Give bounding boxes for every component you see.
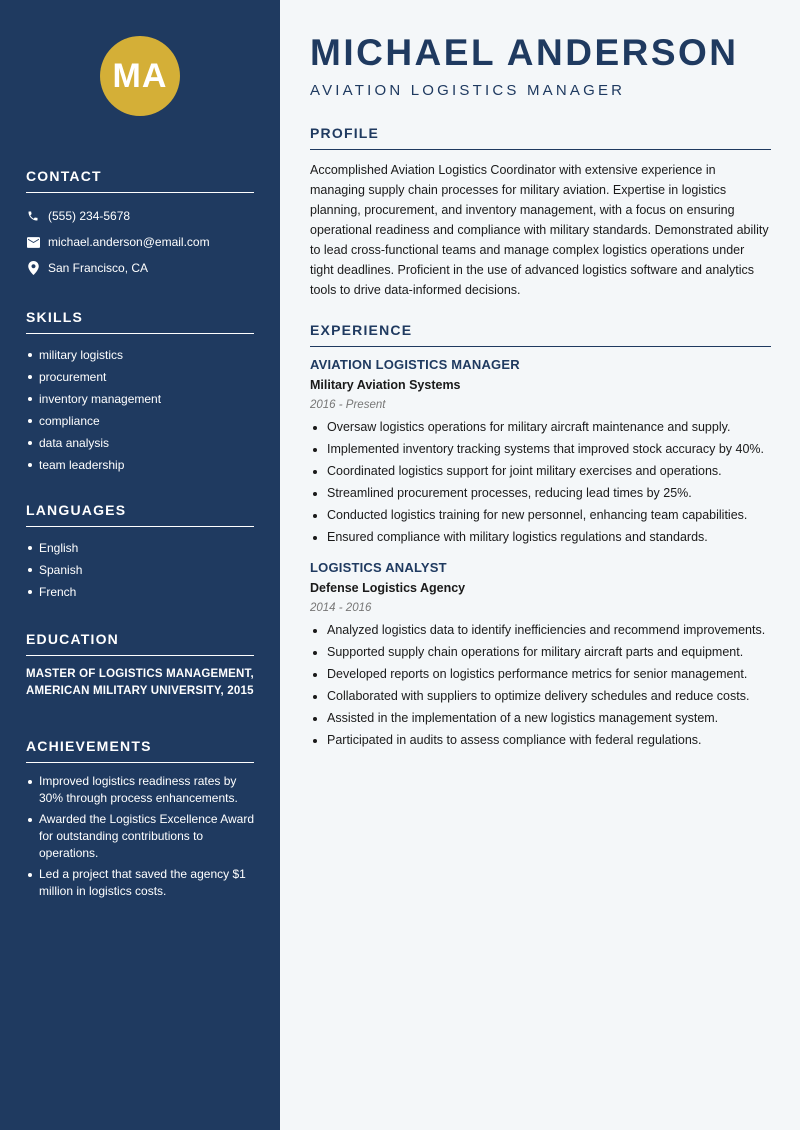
language-item: English <box>26 537 254 559</box>
job-bullets <box>310 622 771 749</box>
contact-location <box>26 255 254 281</box>
achievements-heading: ACHIEVEMENTS <box>26 738 254 763</box>
achievement-item: Improved logistics readiness rates by 30% through process enhancements. <box>26 773 254 807</box>
job-bullet: Oversaw logistics operations for military aircraft maintenance and supply. <box>310 419 771 436</box>
contact-section <box>26 168 254 281</box>
contact-phone[interactable] <box>26 203 254 229</box>
candidate-title: AVIATION LOGISTICS MANAGER <box>310 82 626 99</box>
education-section <box>26 631 254 700</box>
job-entry <box>310 357 771 546</box>
languages-heading: LANGUAGES <box>26 502 254 527</box>
profile-section <box>310 125 771 300</box>
job-company: Military Aviation Systems <box>310 378 461 392</box>
contact-list <box>26 203 254 281</box>
achievements-section <box>26 738 254 900</box>
job-bullet: Coordinated logistics support for joint military exercises and operations. <box>310 463 771 480</box>
skill-item: compliance <box>26 410 254 432</box>
job-dates: 2014 - 2016 <box>310 602 372 614</box>
skills-heading: SKILLS <box>26 309 254 334</box>
languages-list <box>26 537 254 603</box>
skill-item: team leadership <box>26 454 254 476</box>
avatar-initials: MA <box>112 56 168 95</box>
skill-item: inventory management <box>26 388 254 410</box>
skill-item: data analysis <box>26 432 254 454</box>
sidebar <box>0 0 280 1130</box>
job-bullet: Participated in audits to assess compliance with federal regulations. <box>310 732 771 749</box>
phone-text: (555) 234-5678 <box>48 209 131 223</box>
job-bullet: Collaborated with suppliers to optimize delivery schedules and reduce costs. <box>310 688 771 705</box>
job-bullet: Streamlined procurement processes, reducing lead times by 25%. <box>310 485 771 502</box>
contact-heading: CONTACT <box>26 168 254 193</box>
skills-section <box>26 309 254 476</box>
profile-text: Accomplished Aviation Logistics Coordinator with extensive experience in managing supply chain processes for military aviation. Expertise in logistics planning, procurement, and inventory management, with a focus on ensuring operational readiness and compliance with military standards. Demonstrated ability to lead cross-functional teams and manage complex logistics operations under tight deadlines. Proficient in the use of advanced logistics software and analytics tools to drive data-informed decisions. <box>310 163 769 297</box>
job-bullet: Assisted in the implementation of a new logistics management system. <box>310 710 771 727</box>
job-bullet: Conducted logistics training for new personnel, enhancing team capabilities. <box>310 507 771 524</box>
education-degree: MASTER OF LOGISTICS MANAGEMENT, <box>26 668 254 680</box>
skill-item: procurement <box>26 366 254 388</box>
achievement-item: Awarded the Logistics Excellence Award for outstanding contributions to operations. <box>26 811 254 862</box>
job-bullet: Supported supply chain operations for military aircraft parts and equipment. <box>310 644 771 661</box>
education-school: AMERICAN MILITARY UNIVERSITY, 2015 <box>26 685 254 697</box>
experience-section <box>310 322 771 749</box>
email-text: michael.anderson@email.com <box>48 235 210 249</box>
job-bullet: Analyzed logistics data to identify inefficiencies and recommend improvements. <box>310 622 771 639</box>
phone-icon <box>26 209 40 223</box>
language-item: Spanish <box>26 559 254 581</box>
main-content <box>280 0 800 1130</box>
avatar <box>100 36 180 116</box>
job-role: AVIATION LOGISTICS MANAGER <box>310 357 520 372</box>
job-bullet: Ensured compliance with military logistics regulations and standards. <box>310 529 771 546</box>
job-bullets <box>310 419 771 546</box>
job-role: LOGISTICS ANALYST <box>310 560 447 575</box>
experience-heading: EXPERIENCE <box>310 322 771 347</box>
education-heading: EDUCATION <box>26 631 254 656</box>
candidate-name: MICHAEL ANDERSON <box>310 32 739 73</box>
mail-icon <box>26 235 40 249</box>
education-entry <box>26 666 254 700</box>
achievements-list <box>26 773 254 900</box>
job-company: Defense Logistics Agency <box>310 581 466 595</box>
skill-item: military logistics <box>26 344 254 366</box>
languages-section <box>26 502 254 603</box>
job-bullet: Implemented inventory tracking systems that improved stock accuracy by 40%. <box>310 441 771 458</box>
job-dates: 2016 - Present <box>310 399 386 411</box>
location-text: San Francisco, CA <box>48 261 149 275</box>
job-bullet: Developed reports on logistics performance metrics for senior management. <box>310 666 771 683</box>
contact-email[interactable] <box>26 229 254 255</box>
profile-heading: PROFILE <box>310 125 771 150</box>
achievement-item: Led a project that saved the agency $1 million in logistics costs. <box>26 866 254 900</box>
language-item: French <box>26 581 254 603</box>
location-pin-icon <box>26 261 40 275</box>
job-entry <box>310 560 771 749</box>
skills-list <box>26 344 254 476</box>
